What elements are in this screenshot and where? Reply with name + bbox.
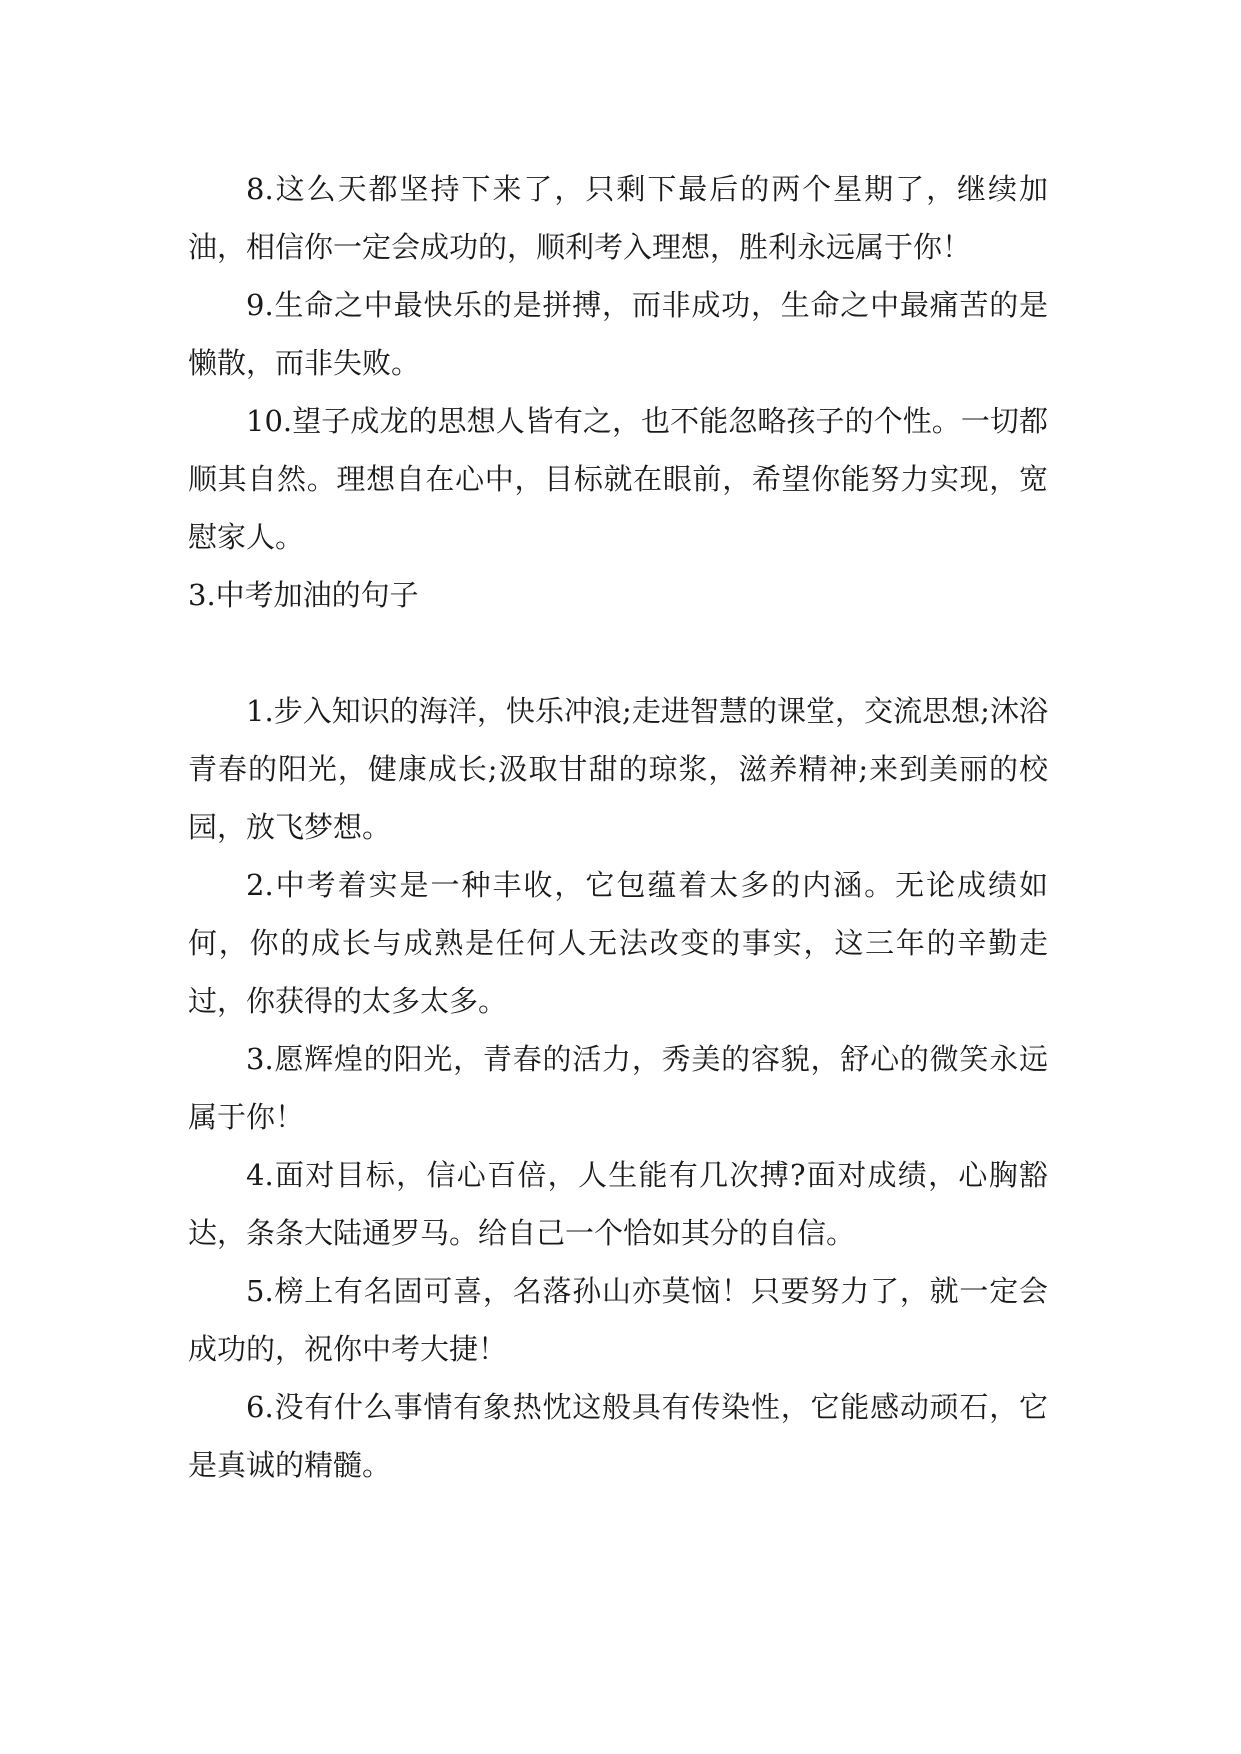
- paragraph-item-4: 4.面对目标，信心百倍，人生能有几次搏?面对成绩，心胸豁达，条条大陆通罗马。给自己一个恰如其分的自信。: [188, 1158, 1048, 1250]
- section-heading: 3.中考加油的句子: [188, 578, 419, 612]
- paragraph-item-2: 2.中考着实是一种丰收，它包蕴着太多的内涵。无论成绩如何，你的成长与成熟是任何人无法改变的事实，这三年的辛勤走过，你获得的太多太多。: [188, 868, 1048, 1018]
- paragraph-item-8: 8.这么天都坚持下来了，只剩下最后的两个星期了，继续加油，相信你一定会成功的，顺利考入理想，胜利永远属于你！: [188, 172, 1048, 264]
- document-body: [188, 160, 1048, 1494]
- paragraph-item-6: 6.没有什么事情有象热忱这般具有传染性，它能感动顽石，它是真诚的精髓。: [188, 1390, 1048, 1482]
- paragraph-item-5: 5.榜上有名固可喜，名落孙山亦莫恼！只要努力了，就一定会成功的，祝你中考大捷！: [188, 1274, 1048, 1366]
- paragraph-item-9: 9.生命之中最快乐的是拼搏，而非成功，生命之中最痛苦的是懒散，而非失败。: [188, 288, 1048, 380]
- paragraph-item-10: 10.望子成龙的思想人皆有之，也不能忽略孩子的个性。一切都顺其自然。理想自在心中，目标就在眼前，希望你能努力实现，宽慰家人。: [188, 404, 1048, 554]
- paragraph-item-3: 3.愿辉煌的阳光，青春的活力，秀美的容貌，舒心的微笑永远属于你！: [188, 1042, 1048, 1134]
- paragraph-item-1: 1.步入知识的海洋，快乐冲浪;走进智慧的课堂，交流思想;沐浴青春的阳光，健康成长;汲取甘甜的琼浆，滋养精神;来到美丽的校园，放飞梦想。: [188, 694, 1048, 844]
- section-spacer: [188, 624, 1048, 682]
